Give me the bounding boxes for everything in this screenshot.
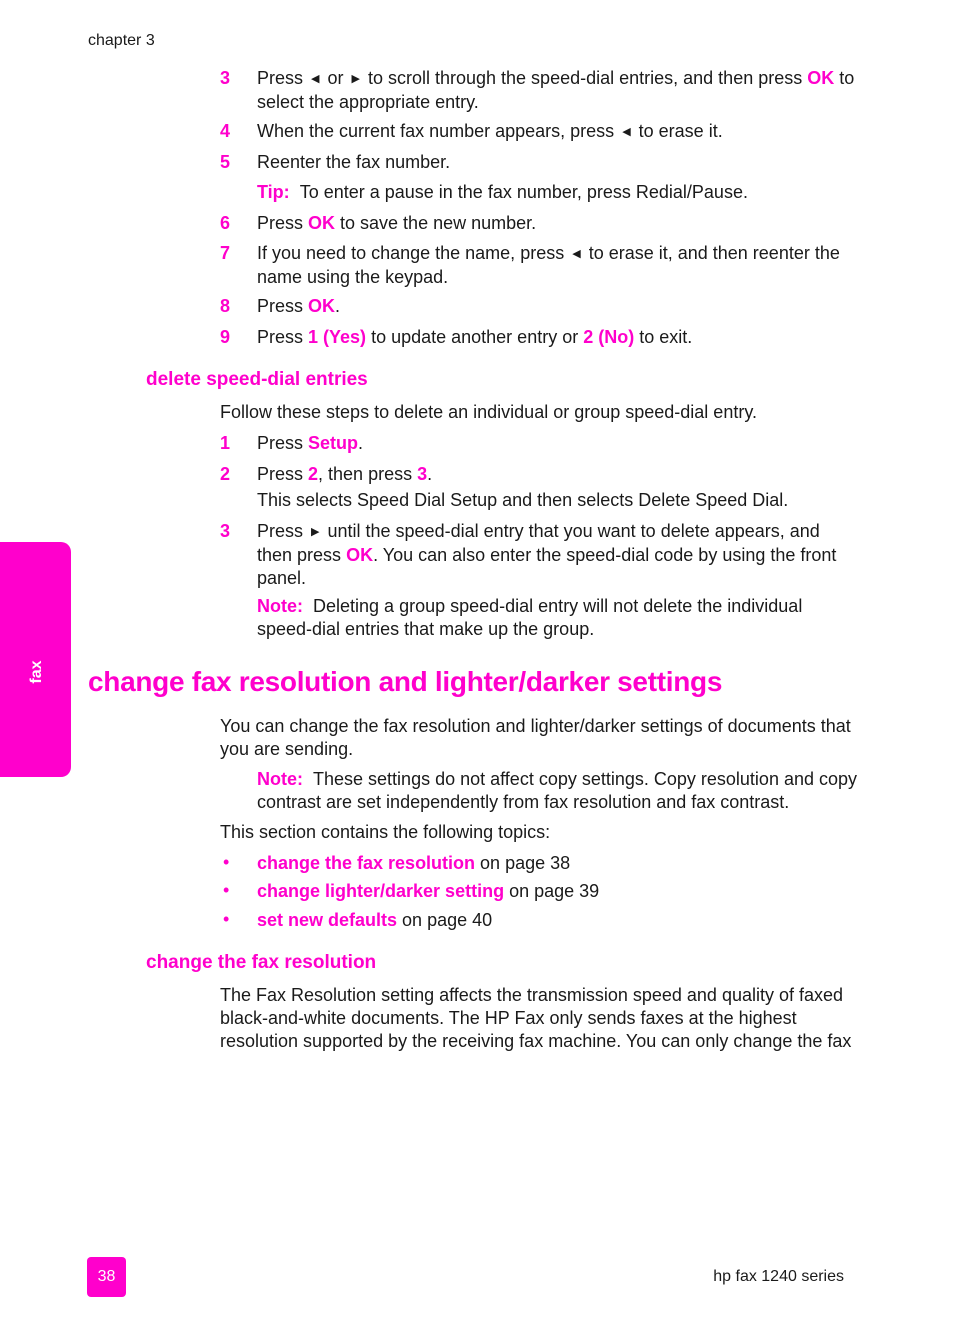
- step-detail: This selects Speed Dial Setup and then selects Delete Speed Dial.: [257, 490, 789, 510]
- text-fragment: to exit.: [634, 327, 693, 347]
- step-text: [257, 326, 692, 349]
- note-label: Note:: [257, 596, 303, 616]
- step-text: Reenter the fax number.: [257, 152, 451, 172]
- note-text: speed-dial entries that make up the group.: [257, 619, 595, 639]
- text-fragment: to update another entry or: [366, 327, 584, 347]
- text-fragment: until the speed-dial entry that you want to delete appears, and: [322, 521, 820, 541]
- note-text: Deleting a group speed-dial entry will not delete the individual: [313, 596, 803, 616]
- list-item: [257, 880, 599, 903]
- text-fragment: name using the keypad.: [257, 267, 449, 287]
- step-number: 9: [220, 327, 231, 347]
- text-fragment: to: [834, 68, 855, 88]
- text-fragment: to save the new number.: [335, 213, 537, 233]
- text-fragment: you are sending.: [220, 739, 354, 759]
- note-text: contrast are set independently from fax resolution and fax contrast.: [257, 792, 790, 812]
- side-tab-label: fax: [28, 660, 45, 684]
- note: [257, 768, 857, 814]
- step-number: 8: [220, 296, 231, 316]
- text-fragment: to erase it, and then reenter the: [583, 243, 840, 263]
- ok-key-label: OK: [346, 545, 374, 565]
- text-fragment: . You can also enter the speed-dial code by using the front: [373, 545, 837, 565]
- text-fragment: The Fax Resolution setting affects the transmission speed and quality of faxed: [220, 985, 844, 1005]
- text-fragment: .: [335, 296, 341, 316]
- tip-label: Tip:: [257, 182, 290, 202]
- key-label: 3: [417, 464, 428, 484]
- bullet: •: [223, 852, 230, 872]
- note-text: These settings do not affect copy settings. Copy resolution and copy: [313, 769, 858, 789]
- footer-series: hp fax 1240 series: [713, 1268, 844, 1285]
- main-paragraph: [220, 715, 851, 761]
- list-item: [257, 909, 492, 932]
- step-number: 6: [220, 213, 231, 233]
- text-fragment: When the current fax number appears, press: [257, 121, 620, 141]
- step-text: [257, 463, 432, 486]
- text-fragment: .: [358, 433, 364, 453]
- text-fragment: on page 40: [397, 910, 493, 930]
- text-fragment: Press: [257, 213, 309, 233]
- text-fragment: Press: [257, 68, 309, 88]
- text-fragment: Press: [257, 327, 309, 347]
- step-number: 5: [220, 152, 231, 172]
- text-fragment: If you need to change the name, press: [257, 243, 570, 263]
- ok-key-label: OK: [308, 296, 336, 316]
- topic-link[interactable]: change the fax resolution: [257, 853, 476, 873]
- text-fragment: Press: [257, 521, 309, 541]
- text-fragment: or: [322, 68, 349, 88]
- note: [257, 595, 802, 641]
- text-fragment: Press: [257, 433, 309, 453]
- no-key-label: 2 (No): [583, 327, 635, 347]
- left-arrow-icon: ◀: [572, 248, 581, 260]
- left-arrow-icon: ◀: [622, 126, 631, 138]
- chapter-header: chapter 3: [88, 32, 155, 49]
- text-fragment: select the appropriate entry.: [257, 92, 479, 112]
- note-label: Note:: [257, 769, 303, 789]
- step-number: 3: [220, 68, 231, 88]
- bullet: •: [223, 909, 230, 929]
- list-item: [257, 852, 570, 875]
- key-label: 2: [308, 464, 319, 484]
- right-arrow-icon: ▶: [351, 73, 360, 85]
- setup-key-label: Setup: [308, 433, 359, 453]
- text-fragment: to scroll through the speed-dial entries, and then press: [362, 68, 808, 88]
- text-fragment: on page 39: [504, 881, 600, 901]
- topic-link[interactable]: set new defaults: [257, 910, 398, 930]
- yes-key-label: 1 (Yes): [308, 327, 367, 347]
- step-text: [257, 520, 836, 590]
- delete-intro: Follow these steps to delete an individual or group speed-dial entry.: [220, 402, 757, 422]
- section-heading-delete: delete speed-dial entries: [146, 369, 368, 390]
- step-text: [257, 432, 363, 455]
- step-number: 3: [220, 521, 231, 541]
- bullet: •: [223, 880, 230, 900]
- text-fragment: Press: [257, 296, 309, 316]
- text-fragment: , then press: [318, 464, 418, 484]
- step-number: 7: [220, 243, 231, 263]
- tip: [257, 181, 748, 204]
- page-number: 38: [87, 1257, 126, 1297]
- text-fragment: resolution supported by the receiving fax machine. You can only change the fax: [220, 1031, 852, 1051]
- text-fragment: to erase it.: [633, 121, 723, 141]
- text-fragment: You can change the fax resolution and lighter/darker settings of documents that: [220, 716, 851, 736]
- tip-text: To enter a pause in the fax number, press Redial/Pause.: [299, 182, 748, 202]
- step-text: [257, 295, 340, 318]
- step-text: [257, 120, 723, 144]
- section-heading-resolution: change the fax resolution: [146, 952, 377, 973]
- step-text: [257, 242, 840, 289]
- step-number: 1: [220, 433, 231, 453]
- resolution-paragraph: [220, 984, 851, 1053]
- main-heading: change fax resolution and lighter/darker settings: [88, 666, 723, 697]
- text-fragment: Press: [257, 464, 309, 484]
- step-number: 2: [220, 464, 231, 484]
- ok-key-label: OK: [807, 68, 835, 88]
- left-arrow-icon: ◀: [311, 73, 320, 85]
- step-number: 4: [220, 121, 231, 141]
- ok-key-label: OK: [308, 213, 336, 233]
- text-fragment: on page 38: [475, 853, 571, 873]
- step-text: [257, 212, 536, 235]
- text-fragment: .: [427, 464, 433, 484]
- right-arrow-icon: ▶: [311, 526, 320, 538]
- step-text: [257, 67, 854, 114]
- topic-link[interactable]: change lighter/darker setting: [257, 881, 505, 901]
- text-fragment: then press: [257, 545, 347, 565]
- text-fragment: panel.: [257, 568, 307, 588]
- text-fragment: black-and-white documents. The HP Fax only sends faxes at the highest: [220, 1008, 797, 1028]
- topics-intro: This section contains the following topics:: [220, 822, 551, 842]
